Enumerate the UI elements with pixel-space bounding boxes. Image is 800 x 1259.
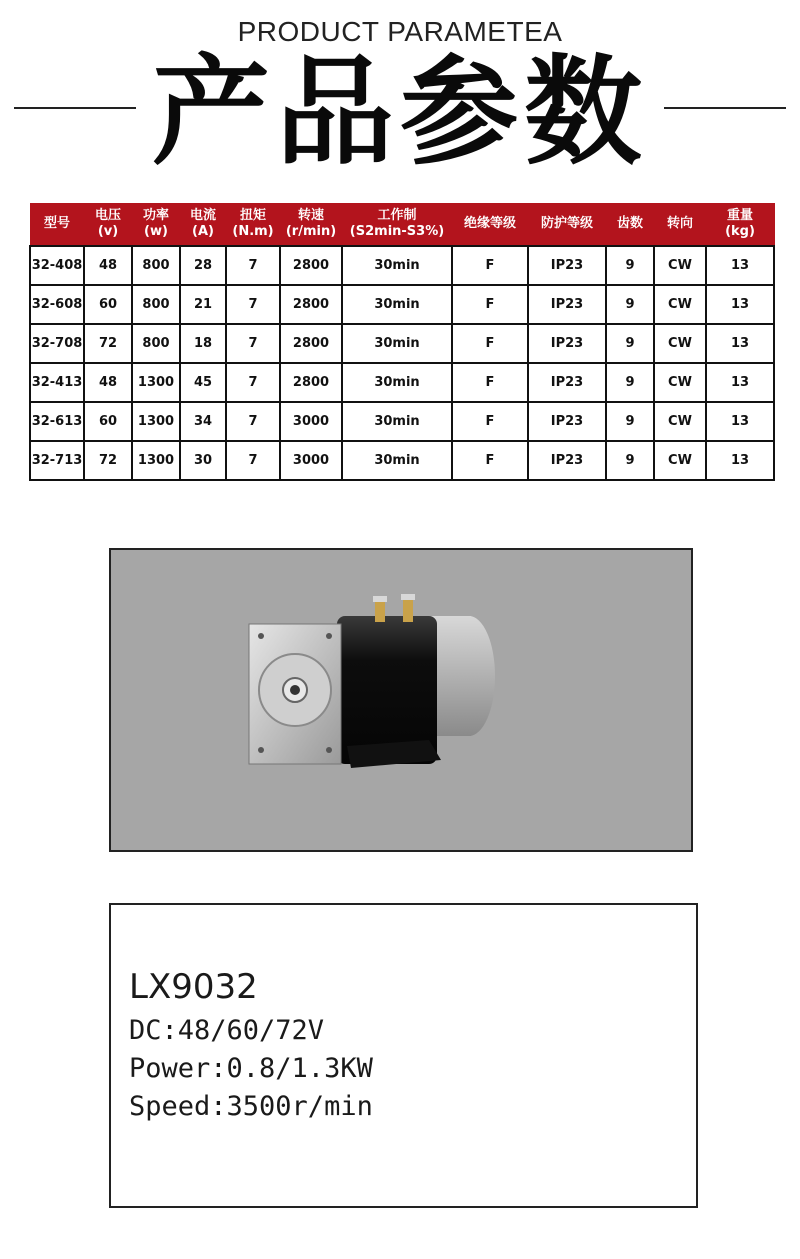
column-header — [30, 203, 84, 246]
column-header — [452, 203, 528, 246]
spec-model: LX9032 — [129, 967, 258, 1007]
column-header — [706, 203, 774, 246]
column-header — [180, 203, 226, 246]
table-cell: 13 — [706, 246, 774, 285]
table-cell: CW — [654, 246, 706, 285]
table-cell: F — [452, 246, 528, 285]
table-cell: 21 — [180, 285, 226, 324]
table-row — [30, 285, 774, 324]
table-cell: 3000 — [280, 402, 342, 441]
column-header-label: 工作制 — [377, 208, 417, 223]
table-cell: CW — [654, 441, 706, 480]
table-cell: 30min — [342, 363, 452, 402]
table-cell: 32-713 — [30, 441, 84, 480]
table-cell: 9 — [606, 441, 654, 480]
column-header-label: 防护等级 — [540, 216, 593, 231]
table-cell: 60 — [84, 285, 132, 324]
header-subtitle: PRODUCT PARAMETEA — [237, 16, 563, 47]
table-cell: 34 — [180, 402, 226, 441]
column-header-label: 转速 — [297, 208, 324, 223]
table-cell: 2800 — [280, 285, 342, 324]
column-header-label: 电流 — [189, 208, 216, 223]
table-cell: 1300 — [132, 441, 180, 480]
table-cell: 60 — [84, 402, 132, 441]
table-cell: 13 — [706, 441, 774, 480]
table-cell: 30 — [180, 441, 226, 480]
column-header-label: 电压 — [94, 208, 121, 223]
table-cell: 48 — [84, 246, 132, 285]
table-cell: 30min — [342, 285, 452, 324]
table-cell: 7 — [226, 402, 280, 441]
table-cell: 72 — [84, 441, 132, 480]
table-cell: 9 — [606, 363, 654, 402]
column-header-label: 齿数 — [616, 216, 643, 231]
table-cell: 28 — [180, 246, 226, 285]
parameter-table — [29, 203, 775, 481]
column-header-label: 功率 — [142, 208, 169, 223]
column-header-unit: (r/min) — [285, 224, 337, 239]
table-cell: F — [452, 402, 528, 441]
column-header-unit: (S2min-S3%) — [349, 224, 445, 239]
column-header-label: 绝缘等级 — [463, 216, 516, 231]
column-header-unit: (v) — [97, 224, 119, 239]
table-cell: F — [452, 363, 528, 402]
column-header — [342, 203, 452, 246]
column-header-label: 重量 — [726, 208, 753, 223]
table-cell: 32-708 — [30, 324, 84, 363]
column-header-unit: (w) — [144, 224, 168, 239]
table-cell: 7 — [226, 246, 280, 285]
table-cell: 800 — [132, 285, 180, 324]
table-cell: 3000 — [280, 441, 342, 480]
table-cell: 9 — [606, 402, 654, 441]
table-cell: IP23 — [528, 324, 606, 363]
product-photo — [109, 548, 693, 852]
table-cell: 7 — [226, 363, 280, 402]
table-cell: CW — [654, 285, 706, 324]
table-cell: 800 — [132, 324, 180, 363]
table-cell: CW — [654, 324, 706, 363]
table-cell: 32-408 — [30, 246, 84, 285]
table-cell: 2800 — [280, 246, 342, 285]
table-cell: 13 — [706, 285, 774, 324]
table-row — [30, 324, 774, 363]
column-header-label: 转向 — [666, 216, 693, 231]
table-cell: 72 — [84, 324, 132, 363]
table-row — [30, 441, 774, 480]
table-cell: 13 — [706, 402, 774, 441]
table-cell: IP23 — [528, 246, 606, 285]
table-cell: IP23 — [528, 402, 606, 441]
column-header — [654, 203, 706, 246]
table-cell: 13 — [706, 363, 774, 402]
page-header — [0, 0, 800, 200]
table-cell: 30min — [342, 402, 452, 441]
header-rule-right — [664, 107, 786, 109]
spec-power: Power:0.8/1.3KW — [129, 1053, 373, 1084]
column-header-label: 型号 — [43, 216, 70, 231]
spec-voltage: DC:48/60/72V — [129, 1015, 325, 1046]
table-cell: 18 — [180, 324, 226, 363]
table-cell: CW — [654, 402, 706, 441]
table-cell: 9 — [606, 246, 654, 285]
motor-image — [111, 550, 691, 850]
table-cell: CW — [654, 363, 706, 402]
table-cell: IP23 — [528, 441, 606, 480]
column-header-unit: (A) — [192, 224, 214, 239]
table-row — [30, 246, 774, 285]
table-cell: IP23 — [528, 285, 606, 324]
table-cell: 7 — [226, 285, 280, 324]
header-rule-left — [14, 107, 136, 109]
table-cell: 2800 — [280, 363, 342, 402]
table-cell: 32-608 — [30, 285, 84, 324]
table-cell: 1300 — [132, 363, 180, 402]
table-cell: 30min — [342, 324, 452, 363]
table-cell: 2800 — [280, 324, 342, 363]
table-header-row — [30, 203, 774, 246]
table-cell: 13 — [706, 324, 774, 363]
table-cell: F — [452, 285, 528, 324]
column-header-unit: (kg) — [725, 224, 755, 239]
spec-box — [109, 903, 698, 1208]
table-cell: 9 — [606, 324, 654, 363]
table-cell: 30min — [342, 441, 452, 480]
column-header-label: 扭矩 — [239, 208, 266, 223]
table-cell: 9 — [606, 285, 654, 324]
table-cell: 30min — [342, 246, 452, 285]
table-row — [30, 363, 774, 402]
column-header-unit: (N.m) — [232, 224, 274, 239]
table-cell: F — [452, 324, 528, 363]
column-header — [280, 203, 342, 246]
table-cell: 32-413 — [30, 363, 84, 402]
table-cell: 7 — [226, 441, 280, 480]
column-header — [132, 203, 180, 246]
spec-speed: Speed:3500r/min — [129, 1091, 373, 1122]
page-title: 产品参数 — [151, 43, 648, 181]
column-header — [226, 203, 280, 246]
table-cell: 1300 — [132, 402, 180, 441]
column-header — [606, 203, 654, 246]
table-cell: 32-613 — [30, 402, 84, 441]
table-cell: F — [452, 441, 528, 480]
column-header — [528, 203, 606, 246]
table-cell: IP23 — [528, 363, 606, 402]
table-cell: 7 — [226, 324, 280, 363]
table-cell: 800 — [132, 246, 180, 285]
table-cell: 45 — [180, 363, 226, 402]
table-cell: 48 — [84, 363, 132, 402]
table-row — [30, 402, 774, 441]
table-body — [30, 246, 774, 480]
column-header — [84, 203, 132, 246]
